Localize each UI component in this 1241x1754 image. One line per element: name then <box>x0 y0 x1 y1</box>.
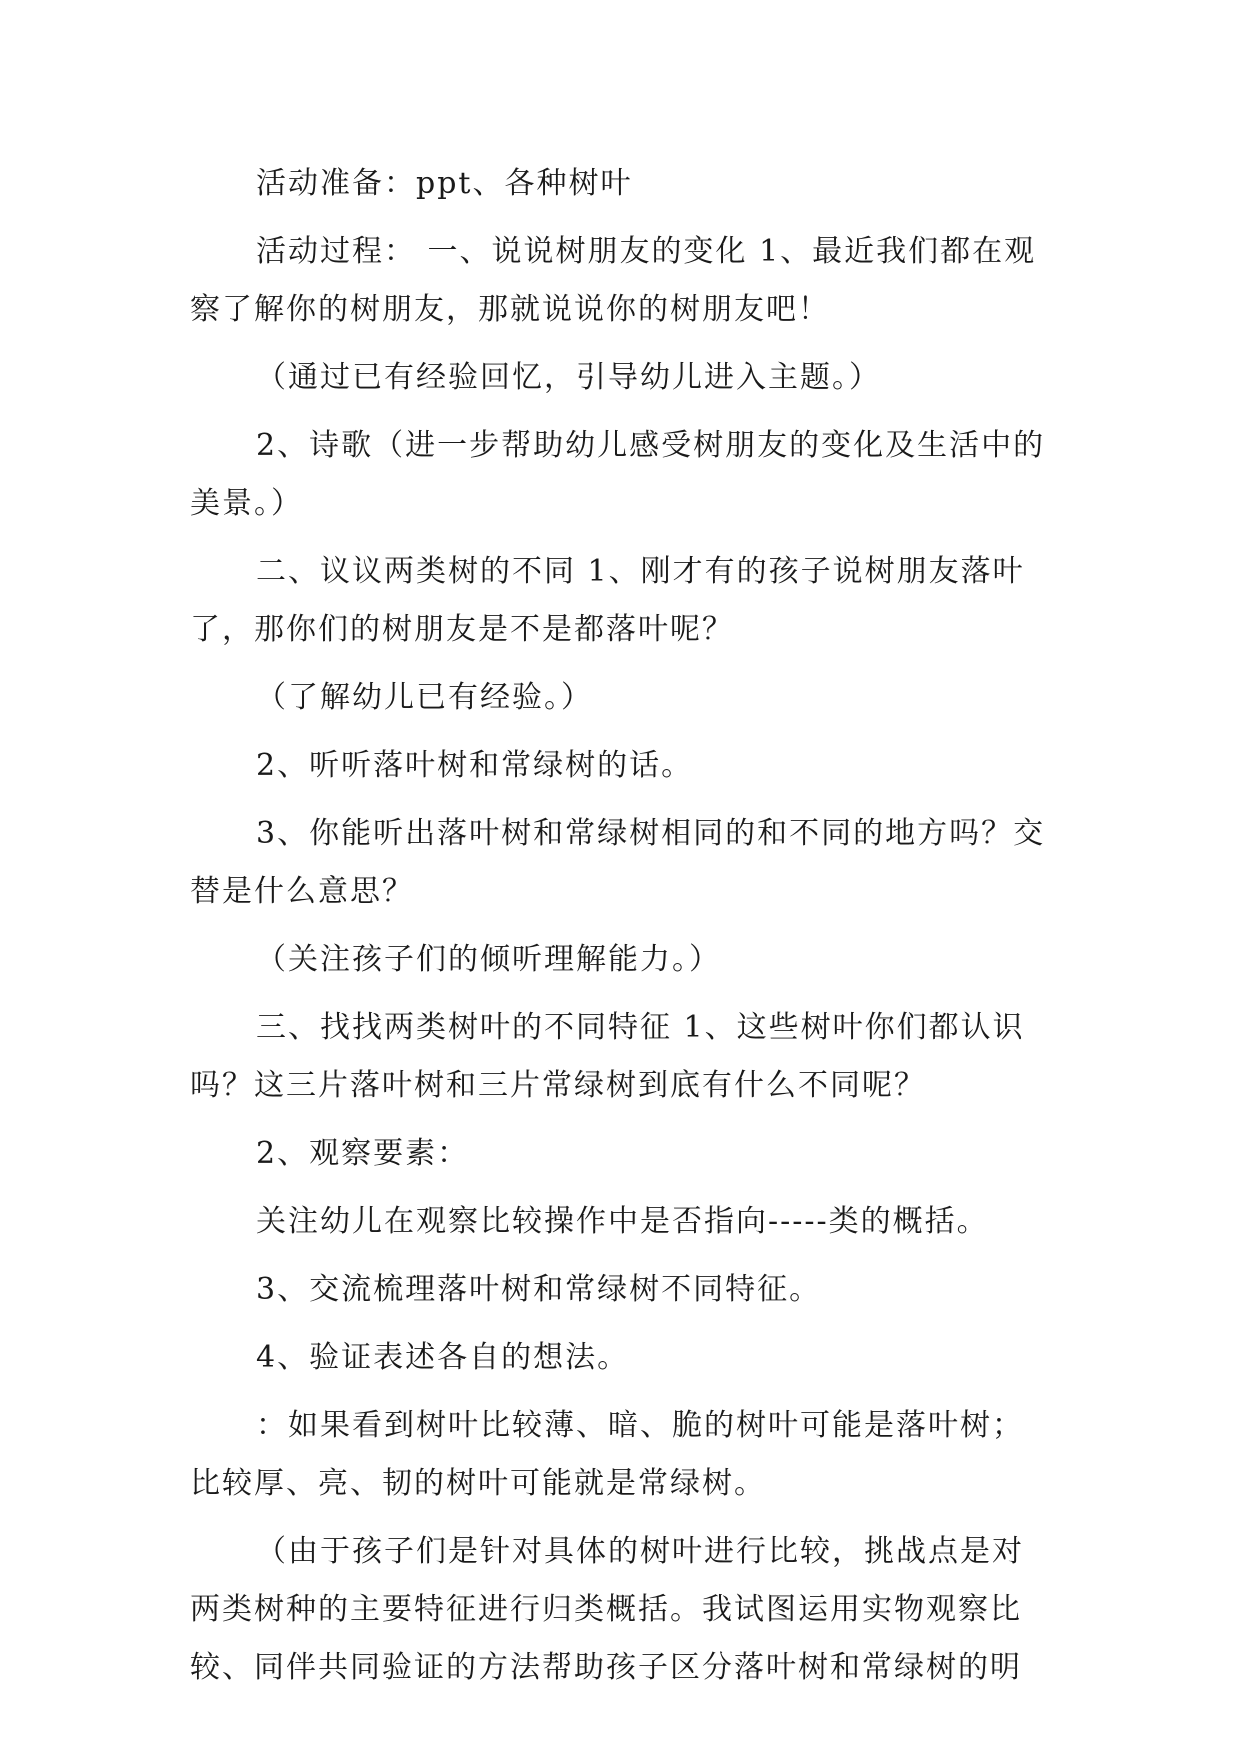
paragraph-summarize: 3、交流梳理落叶树和常绿树不同特征。 <box>256 1272 822 1307</box>
paragraph-note-1: （通过已有经验回忆，引导幼儿进入主题。） <box>256 360 881 395</box>
paragraph-focus: 关注幼儿在观察比较操作中是否指向-----类的概括。 <box>256 1204 989 1239</box>
paragraph-section-2: 二、议议两类树的不同 1、刚才有的孩子说树朋友落叶了，那你们的树朋友是不是都落叶呢？ <box>190 554 1025 647</box>
paragraph-process-step-1: 活动过程： 一、说说树朋友的变化 1、最近我们都在观察了解你的树朋友，那就说说你的树朋友吧！ <box>190 234 1037 327</box>
paragraph-note-2: （了解幼儿已有经验。） <box>256 680 593 715</box>
paragraph-observe: 2、观察要素： <box>256 1136 470 1171</box>
paragraph-conclusion: ：如果看到树叶比较薄、暗、脆的树叶可能是落叶树；比较厚、亮、韧的树叶可能就是常绿树。 <box>190 1408 1024 1501</box>
paragraph-reflection: （由于孩子们是针对具体的树叶进行比较，挑战点是对两类树种的主要特征进行归类概括。我试图运用实物观察比较、同伴共同验证的方法帮助孩子区分落叶树和常绿树的明 <box>190 1534 1024 1685</box>
document-body <box>190 155 1050 1707</box>
paragraph-preparation: 活动准备：ppt、各种树叶 <box>256 166 633 201</box>
paragraph-section-3: 三、找找两类树叶的不同特征 1、这些树叶你们都认识吗？这三片落叶树和三片常绿树到底有什么不同呢？ <box>190 1010 1025 1103</box>
paragraph-question: 3、你能听出落叶树和常绿树相同的和不同的地方吗？交替是什么意思？ <box>190 816 1046 909</box>
paragraph-note-3: （关注孩子们的倾听理解能力。） <box>256 942 721 977</box>
paragraph-poem: 2、诗歌（进一步帮助幼儿感受树朋友的变化及生活中的美景。） <box>190 428 1046 521</box>
paragraph-listen: 2、听听落叶树和常绿树的话。 <box>256 748 694 783</box>
paragraph-verify: 4、验证表述各自的想法。 <box>256 1340 630 1375</box>
